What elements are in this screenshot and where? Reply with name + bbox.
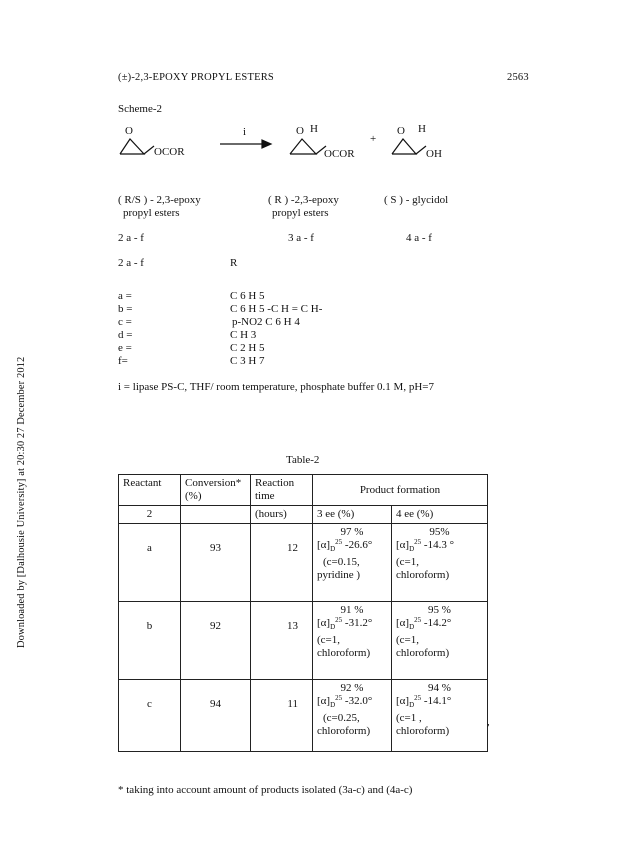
solvent: chloroform) bbox=[317, 647, 371, 660]
compound-1-name-2: propyl esters bbox=[123, 207, 180, 219]
reaction-arrow-head bbox=[262, 140, 271, 148]
cell-product-3: 97 % $[\alpha]_D^{25}$ -26.6° (c=0.15, pyridine ) bbox=[313, 524, 392, 602]
compound-1-name: ( R/S ) - 2,3-epoxy bbox=[118, 194, 201, 206]
compound-3-name: ( S ) - glycidol bbox=[384, 194, 449, 206]
subheader-product-4: 4 ee (%) bbox=[392, 506, 488, 524]
subheader-empty bbox=[181, 506, 251, 524]
r-label-b: b = bbox=[118, 303, 133, 315]
solvent: chloroform) bbox=[396, 569, 450, 582]
ee-value: 92 % bbox=[340, 682, 364, 694]
table-caption: Table-2 bbox=[286, 454, 320, 466]
reagent-marker: i bbox=[243, 126, 247, 138]
hydrogen-label-2: H bbox=[310, 123, 318, 135]
epoxide-ring-3 bbox=[392, 139, 416, 154]
ee-value: 95 % bbox=[428, 604, 451, 616]
plus-sign: + bbox=[370, 133, 377, 145]
ee-value: 94 % bbox=[428, 682, 451, 694]
solvent: chloroform) bbox=[396, 647, 450, 660]
stray-mark: , bbox=[487, 716, 490, 728]
table-row bbox=[119, 524, 488, 602]
ee-value: 95% bbox=[429, 526, 450, 538]
results-table bbox=[118, 474, 488, 752]
solvent: chloroform) bbox=[396, 725, 450, 738]
rotation-value: -32.0° bbox=[344, 695, 373, 707]
substituent-3: OH bbox=[426, 148, 442, 160]
table-subheader-row bbox=[119, 506, 488, 524]
epoxide-bond-1 bbox=[144, 146, 154, 154]
cell-reactant: c bbox=[119, 680, 181, 752]
r-value-d: C H 3 bbox=[230, 329, 257, 341]
r-value-f: C 3 H 7 bbox=[230, 355, 265, 367]
reaction-conditions: i = lipase PS-C, THF/ room temperature, phosphate buffer 0.1 M, pH=7 bbox=[118, 381, 434, 393]
concentration: (c=0.15, bbox=[323, 556, 360, 569]
cell-time: 12 bbox=[251, 524, 313, 602]
r-label-d: d = bbox=[118, 329, 133, 341]
cell-product-3: 92 % $[\alpha]_D^{25}$ -32.0° (c=0.25, chloroform) bbox=[313, 680, 392, 752]
r-table-right-head: R bbox=[230, 257, 238, 269]
concentration: (c=0.25, bbox=[323, 712, 360, 725]
ee-value: 91 % bbox=[340, 604, 364, 616]
solvent: chloroform) bbox=[317, 725, 371, 738]
subheader-reactant: 2 bbox=[119, 506, 181, 524]
cell-reactant: a bbox=[119, 524, 181, 602]
r-label-e: e = bbox=[118, 342, 132, 354]
concentration: (c=1 , bbox=[396, 712, 422, 725]
cell-conversion: 94 bbox=[181, 680, 251, 752]
cell-product-4: 94 % $[\alpha]_D^{25}$ -14.1° (c=1 , chloroform) bbox=[392, 680, 488, 752]
subheader-product-3: 3 ee (%) bbox=[313, 506, 392, 524]
header-reactant: Reactant bbox=[119, 475, 181, 506]
table-header-row bbox=[119, 475, 488, 506]
subheader-time-unit: (hours) bbox=[251, 506, 313, 524]
oxygen-label-2: O bbox=[296, 125, 304, 137]
compound-2-code: 3 a - f bbox=[288, 232, 314, 244]
epoxide-ring-1 bbox=[120, 139, 144, 154]
scheme-title: Scheme-2 bbox=[118, 103, 162, 115]
cell-conversion: 93 bbox=[181, 524, 251, 602]
substituent-1: OCOR bbox=[154, 146, 185, 158]
cell-time: 11 bbox=[251, 680, 313, 752]
r-label-f: f= bbox=[118, 355, 128, 367]
rotation-value: -31.2° bbox=[344, 617, 373, 629]
concentration: (c=1, bbox=[396, 634, 419, 647]
epoxide-bond-3 bbox=[416, 146, 426, 154]
rotation-value: -14.1° bbox=[423, 695, 452, 707]
r-value-e: C 2 H 5 bbox=[230, 342, 265, 354]
epoxide-ring-2 bbox=[290, 139, 316, 154]
cell-reactant: b bbox=[119, 602, 181, 680]
page-number: 2563 bbox=[507, 72, 529, 83]
reaction-scheme bbox=[100, 112, 500, 182]
header-product-formation: Product formation bbox=[313, 475, 488, 506]
download-note: Downloaded by [Dalhousie University] at 20:30 27 December 2012 bbox=[16, 356, 27, 648]
running-title: (±)-2,3-EPOXY PROPYL ESTERS bbox=[118, 72, 274, 83]
table-footnote: * taking into account amount of products isolated (3a-c) and (4a-c) bbox=[118, 784, 413, 796]
cell-product-4: 95 % $[\alpha]_D^{25}$ -14.2° (c=1, chloroform) bbox=[392, 602, 488, 680]
substituent-2: OCOR bbox=[324, 148, 355, 160]
r-value-c: p-NO2 C 6 H 4 bbox=[232, 316, 300, 328]
oxygen-label-3: O bbox=[397, 125, 405, 137]
ee-value: 97 % bbox=[340, 526, 364, 538]
compound-2-name: ( R ) -2,3-epoxy bbox=[268, 194, 339, 206]
table-row bbox=[119, 680, 488, 752]
table-row bbox=[119, 602, 488, 680]
r-table-left-head: 2 a - f bbox=[118, 257, 144, 269]
hydrogen-label-3: H bbox=[418, 123, 426, 135]
r-label-c: c = bbox=[118, 316, 132, 328]
rotation-value: -14.3 ° bbox=[423, 539, 454, 551]
header-conversion: Conversion* (%) bbox=[181, 475, 251, 506]
compound-1-code: 2 a - f bbox=[118, 232, 144, 244]
cell-product-4: 95% $[\alpha]_D^{25}$ -14.3 ° (c=1, chloroform) bbox=[392, 524, 488, 602]
solvent: pyridine ) bbox=[317, 569, 361, 582]
rotation-value: -14.2° bbox=[423, 617, 452, 629]
cell-time: 13 bbox=[251, 602, 313, 680]
r-value-b: C 6 H 5 -C H = C H- bbox=[230, 303, 323, 315]
cell-conversion: 92 bbox=[181, 602, 251, 680]
header-reaction-time: Reaction time bbox=[251, 475, 313, 506]
compound-3-code: 4 a - f bbox=[406, 232, 432, 244]
r-value-a: C 6 H 5 bbox=[230, 290, 265, 302]
r-label-a: a = bbox=[118, 290, 132, 302]
concentration: (c=1, bbox=[317, 634, 340, 647]
rotation-value: -26.6° bbox=[344, 539, 373, 551]
concentration: (c=1, bbox=[396, 556, 419, 569]
cell-product-3: 91 % $[\alpha]_D^{25}$ -31.2° (c=1, chloroform) bbox=[313, 602, 392, 680]
oxygen-label-1: O bbox=[125, 125, 133, 137]
compound-2-name-2: propyl esters bbox=[272, 207, 329, 219]
